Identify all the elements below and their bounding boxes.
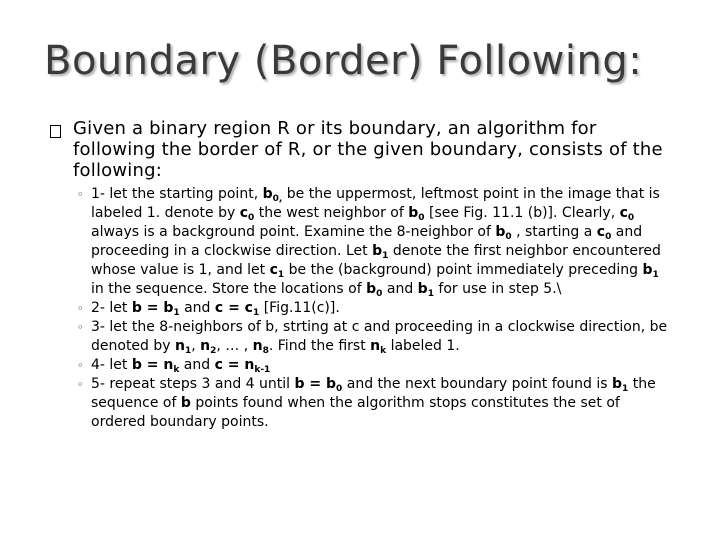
circle-bullet-icon: ◦ bbox=[77, 188, 84, 201]
algorithm-steps-list bbox=[77, 185, 675, 432]
slide-title: Boundary (Border) Following: bbox=[44, 38, 643, 84]
circle-bullet-icon: ◦ bbox=[77, 359, 84, 372]
circle-bullet-icon: ◦ bbox=[77, 378, 84, 391]
step-4-item: ◦ 4- let $b = n_k$ and $c = n_{k-1}$ bbox=[77, 357, 271, 375]
circle-bullet-icon: ◦ bbox=[77, 321, 84, 334]
step-3-item: ◦ 3- let the 8-neighbors of b, strting at c and proceeding in a clockwise direction, be denoted by $n_1$, $n_2$, … , $n_8$. Find the first $n_k$ labeled 1. bbox=[77, 319, 668, 356]
hollow-square-bullet-icon bbox=[50, 125, 61, 138]
circle-bullet-icon: ◦ bbox=[77, 302, 84, 315]
step-5-item: ◦ 5- repeat steps 3 and 4 until $b = b_0$ and the next boundary point found is $b_1$ the sequence of b points found when the algorithm stops constitutes the set of ordered boundary points. bbox=[77, 376, 656, 430]
main-bullet-text: Given a binary region R or its boundary, an algorithm for following the border of R, or the given boundary, consists of the following: bbox=[73, 118, 663, 181]
step-1-item: ◦ 1- let the starting point, $b_{0,}$ be the uppermost, leftmost point in the image that is labeled 1. denote by $c_0$ the west neighbor of $b_0$ [see Fig. 11.1 (b)]. Clearly, $c_0$ always is a background point. Examine the 8-neighbor of $b_0$ , starting a $c_0$ and proceeding in a clockwise direction. Let $b_1$ denote the first neighbor encountered whose value is 1, and let $c_1$ be the (background) point immediately preceding $b_1$ in the sequence. Store the locations of $b_0$ and $b_1$ for use in step 5.\ bbox=[77, 186, 661, 299]
step-2-item: ◦ 2- let $b = b_1$ and $c = c_1$ [Fig.11(c)]. bbox=[77, 300, 340, 318]
